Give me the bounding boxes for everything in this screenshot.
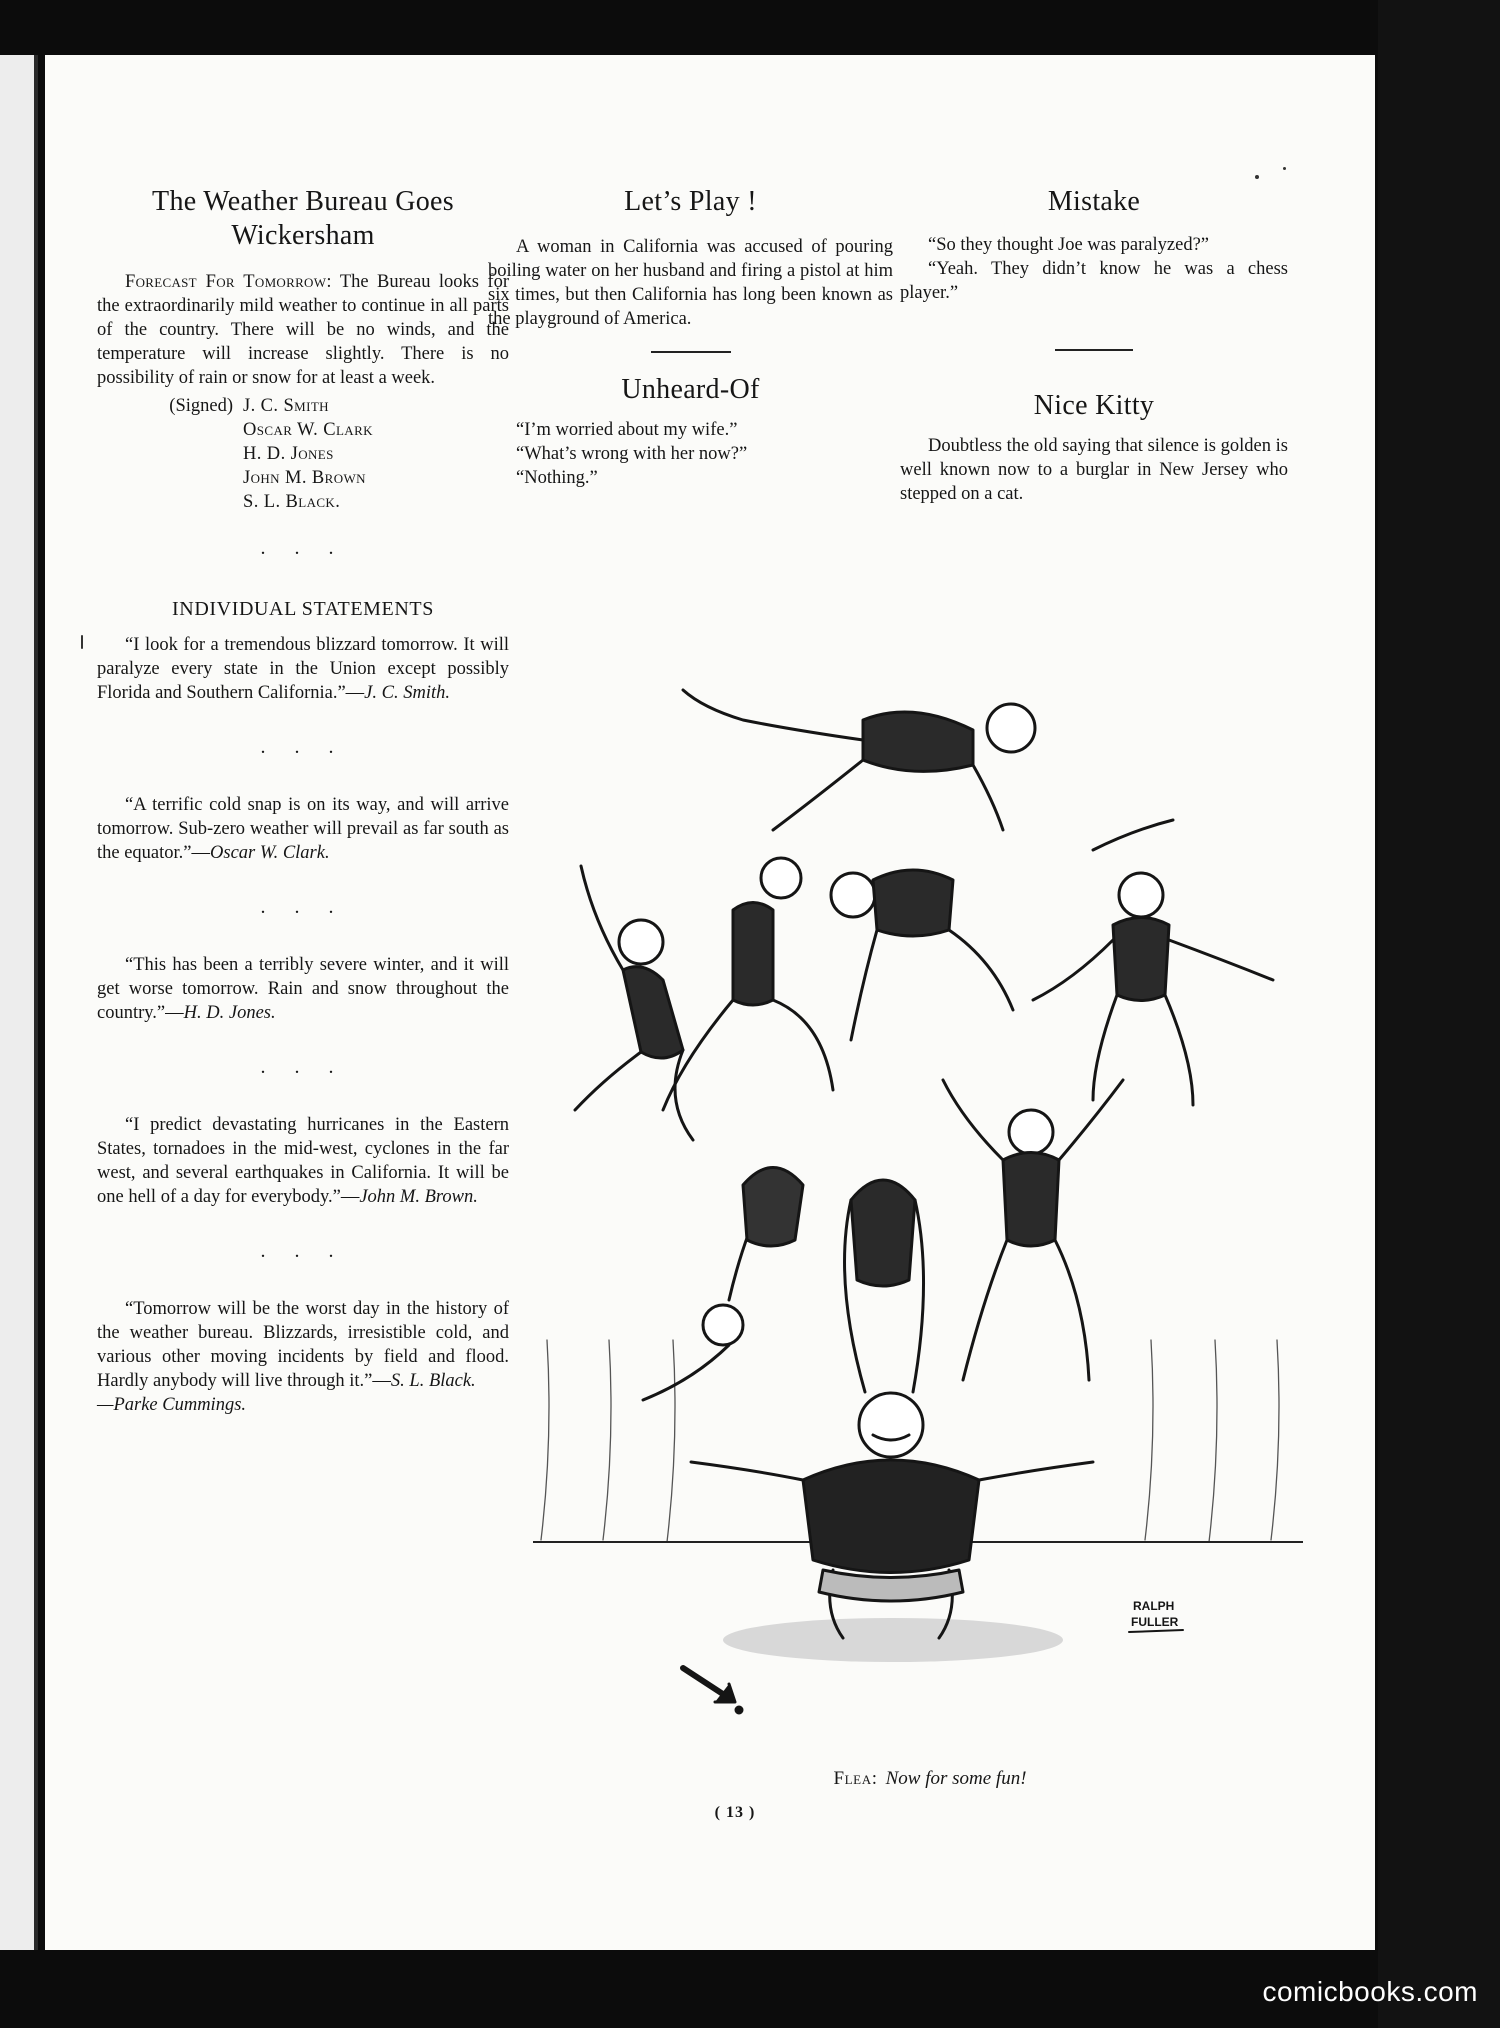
statement-author: H. D. Jones. bbox=[183, 1003, 276, 1024]
signer-row bbox=[97, 418, 509, 442]
cartoon-acrobat-pyramid bbox=[533, 680, 1303, 1735]
signature-line-1: RALPH bbox=[1133, 1599, 1175, 1613]
title-line-1: The Weather Bureau Goes bbox=[152, 186, 454, 217]
statement-paragraph bbox=[97, 953, 509, 1025]
dialogue-line: “Yeah. They didn’t know he was a chess player.” bbox=[900, 258, 1288, 303]
divider-rule bbox=[651, 351, 731, 353]
signer-row bbox=[97, 442, 509, 466]
forecast-text: The Bureau looks for the extraordinarily mild weather to continue in all parts of the country. There will be no winds, and the temperature will increase slightly. There is no possibility of rain or snow for at least a week. bbox=[97, 272, 509, 389]
article-title-lets-play: Let’s Play ! bbox=[624, 186, 757, 217]
statement-text: “A terrific cold snap is on its way, and will arrive tomorrow. Sub-zero weather will prevail as far south as the equator.”— bbox=[97, 795, 509, 864]
illustration-caption bbox=[705, 1768, 1155, 1790]
dialogue-line: “What’s wrong with her now?” bbox=[516, 444, 748, 465]
statement-paragraph bbox=[97, 633, 509, 705]
title-line-2: Wickersham bbox=[231, 219, 375, 251]
statement-author: Oscar W. Clark. bbox=[210, 843, 330, 864]
section-dots: . . . bbox=[260, 537, 346, 560]
divider-rule bbox=[1055, 349, 1133, 351]
dialogue-line: “Nothing.” bbox=[516, 468, 598, 489]
middle-acrobats bbox=[643, 1080, 1123, 1400]
statements-heading: INDIVIDUAL STATEMENTS bbox=[172, 598, 434, 621]
statement-text: “This has been a terribly severe winter, and it will get worse tomorrow. Rain and snow throughout the country.”— bbox=[97, 955, 509, 1024]
article-title-weather-bureau bbox=[97, 185, 509, 252]
acrobat-drawing bbox=[533, 680, 1303, 1735]
statement-text: “I predict devastating hurricanes in the Eastern States, tornadoes in the mid-west, cyclones in the far west, and several earthquakes in California. It will be one hell of a day for everybody.”— bbox=[97, 1115, 509, 1208]
column-left bbox=[97, 185, 509, 1417]
article-title-unheard-of: Unheard-Of bbox=[621, 373, 760, 405]
signer-name: John M. Brown bbox=[243, 468, 366, 489]
statement-author: John M. Brown. bbox=[359, 1187, 478, 1208]
scan-speck bbox=[1283, 167, 1286, 170]
site-watermark: comicbooks.com bbox=[1262, 1976, 1478, 2007]
page-number: ( 13 ) bbox=[714, 1804, 756, 1821]
statement-text: “Tomorrow will be the worst day in the history of the weather bureau. Blizzards, irresistible cold, and various other moving incidents by field and flood. Hardly anybody will live through it.”— bbox=[97, 1299, 509, 1392]
signer-name: J. C. Smith bbox=[243, 396, 329, 417]
flea-arrow bbox=[683, 1668, 742, 1713]
statement-paragraph bbox=[97, 793, 509, 865]
signer-name: S. L. Black. bbox=[243, 492, 341, 513]
caption-line: Now for some fun! bbox=[885, 1768, 1027, 1789]
forecast-label: Forecast For Tomorrow: bbox=[125, 272, 332, 293]
statement-paragraph bbox=[97, 1297, 509, 1393]
dialogue-line: “I’m worried about my wife.” bbox=[516, 420, 738, 441]
signature-line-2: FULLER bbox=[1131, 1615, 1179, 1629]
dialogue-mistake bbox=[900, 233, 1288, 305]
forecast-paragraph bbox=[97, 270, 509, 390]
signature-block bbox=[97, 394, 509, 514]
signer-name: H. D. Jones bbox=[243, 444, 334, 465]
article-text-lets-play: A woman in California was accused of pouring boiling water on her husband and firing a pistol at him six times, but then California has long been known as the playground of America. bbox=[488, 236, 893, 329]
statement-text: “I look for a tremendous blizzard tomorrow. It will paralyze every state in the Union except possibly Florida and Southern California.”— bbox=[97, 635, 509, 704]
section-dots: . . . bbox=[260, 736, 346, 759]
scan-speck bbox=[1255, 175, 1259, 179]
article-title-mistake: Mistake bbox=[1047, 186, 1141, 217]
article-text-nice-kitty: Doubtless the old saying that silence is golden is well known now to a burglar in New Jersey who stepped on a cat. bbox=[900, 436, 1288, 505]
signed-label: (Signed) bbox=[169, 396, 233, 417]
strongman-figure bbox=[691, 1393, 1093, 1638]
article-title-nice-kitty: Nice Kitty bbox=[1033, 389, 1155, 421]
signer-row bbox=[97, 490, 509, 514]
column-right bbox=[900, 185, 1288, 506]
section-dots: . . . bbox=[260, 1056, 346, 1079]
article-byline: —Parke Cummings. bbox=[97, 1395, 247, 1416]
signer-name: Oscar W. Clark bbox=[243, 420, 373, 441]
scan-background bbox=[1378, 0, 1500, 2028]
section-dots: . . . bbox=[260, 896, 346, 919]
signer-row bbox=[97, 466, 509, 490]
statement-paragraph bbox=[97, 1113, 509, 1209]
dialogue-line: “So they thought Joe was paralyzed?” bbox=[928, 234, 1210, 255]
statement-author: J. C. Smith. bbox=[364, 683, 450, 704]
caption-speaker: Flea: bbox=[833, 1768, 878, 1789]
facing-page-edge bbox=[0, 55, 38, 1950]
scan-speck bbox=[81, 635, 83, 649]
magazine-page bbox=[45, 55, 1375, 1950]
signer-row bbox=[97, 394, 509, 418]
statement-author: S. L. Black. bbox=[390, 1371, 476, 1392]
column-middle bbox=[488, 185, 893, 490]
section-dots: . . . bbox=[260, 1240, 346, 1263]
dialogue-unheard-of bbox=[488, 418, 893, 490]
artist-signature bbox=[1129, 1599, 1183, 1632]
upper-acrobats bbox=[575, 820, 1273, 1140]
top-acrobat bbox=[683, 690, 1035, 830]
floor-shadow bbox=[723, 1618, 1063, 1662]
